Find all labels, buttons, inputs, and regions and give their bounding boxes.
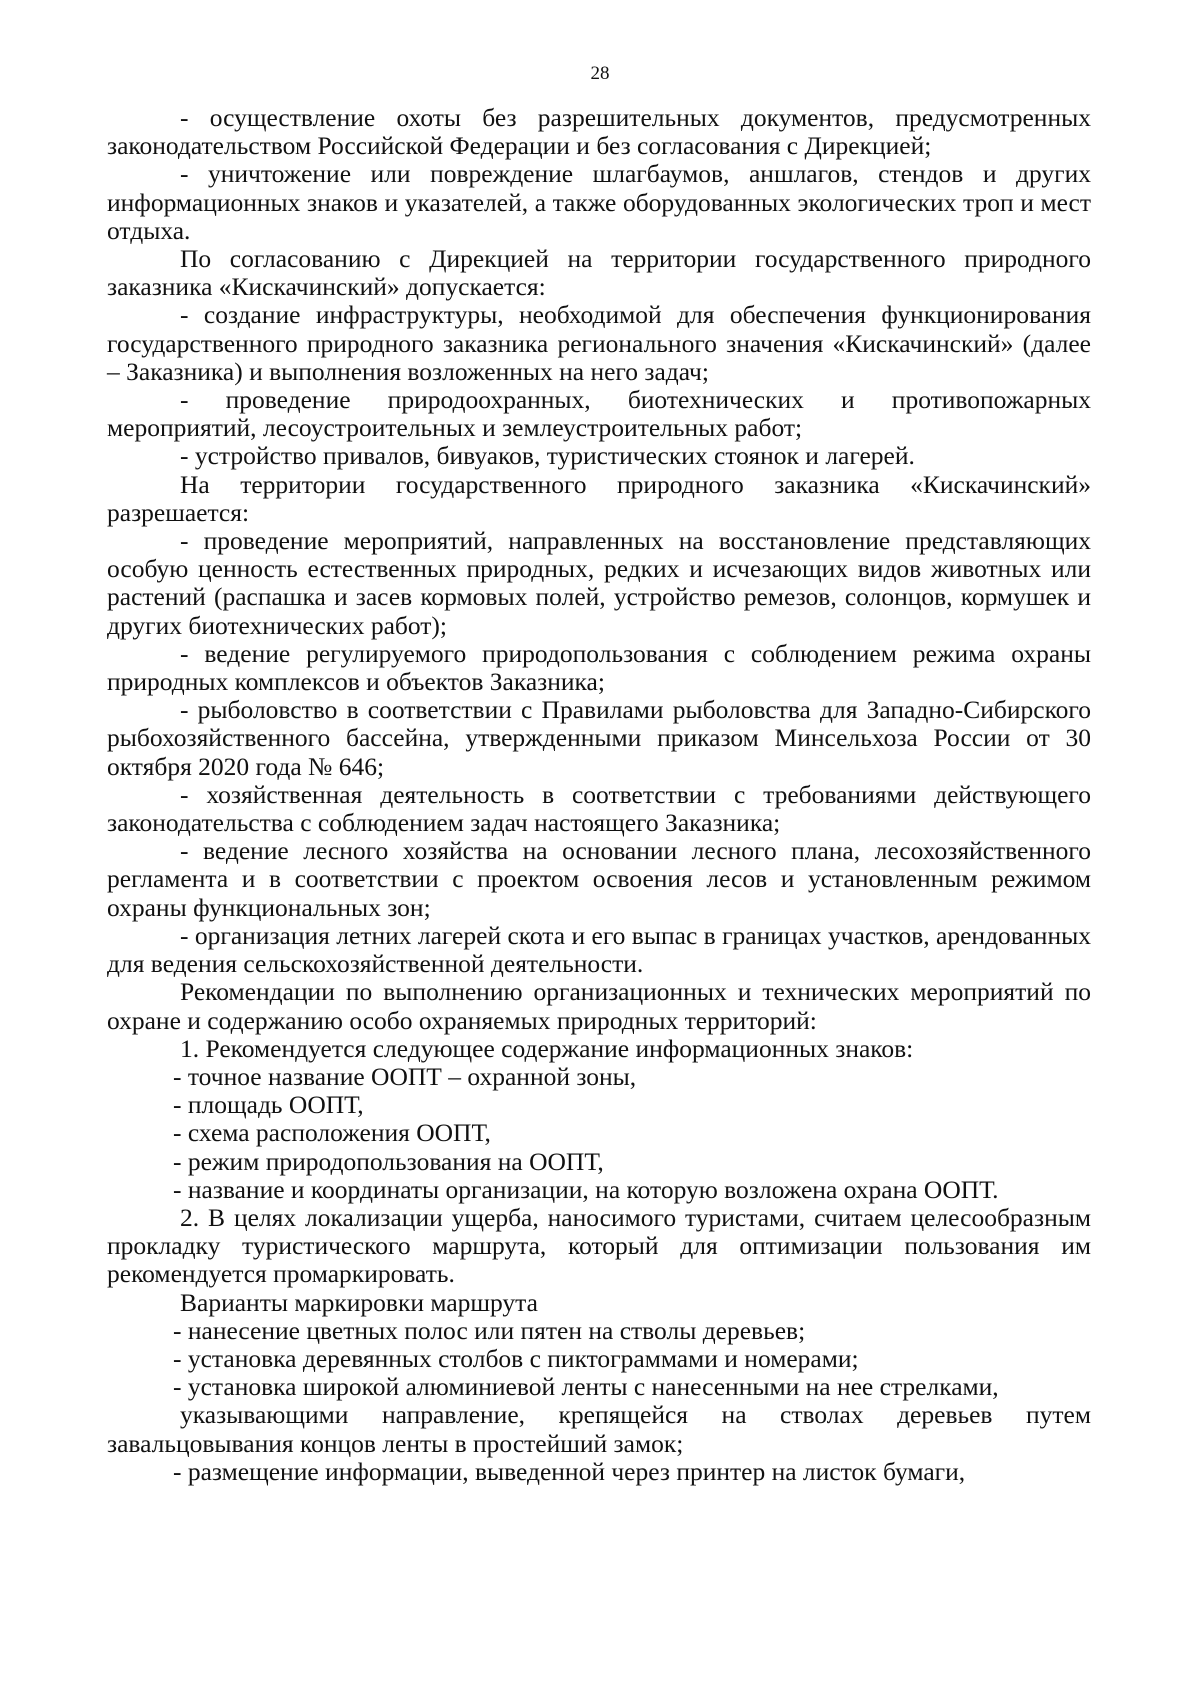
paragraph: - рыболовство в соответствии с Правилами рыболовства для Западно-Сибирского рыбохозяйственного бассейна, утвержденными приказом Минсельхоза России от 30 октября 2020 года № 646; xyxy=(107,695,1091,781)
paragraph: - установка широкой алюминиевой ленты с нанесенными на нее стрелками, xyxy=(173,1372,999,1402)
paragraph: - название и координаты организации, на которую возложена охрана ООПТ. xyxy=(173,1174,999,1204)
paragraph: - размещение информации, выведенной через принтер на листок бумаги, xyxy=(173,1456,966,1486)
paragraph: - создание инфраструктуры, необходимой для обеспечения функционирования государственного природного заказника регионального значения «Кискачинский» (далее – Заказника) и выполнения возложенных на него задач; xyxy=(107,300,1091,386)
paragraph: - организация летних лагерей скота и его выпас в границах участков, арендованных для ведения сельскохозяйственной деятельности. xyxy=(107,920,1091,979)
page-number: 28 xyxy=(590,63,610,84)
paragraph: - ведение регулируемого природопользования с соблюдением режима охраны природных комплексов и объектов Заказника; xyxy=(107,638,1091,697)
document-body xyxy=(107,104,1091,1486)
paragraph: - схема расположения ООПТ, xyxy=(173,1118,491,1148)
paragraph: - установка деревянных столбов с пиктограммами и номерами; xyxy=(173,1343,859,1373)
paragraph: - хозяйственная деятельность в соответствии с требованиями действующего законодательства с соблюдением задач настоящего Заказника; xyxy=(107,779,1091,838)
paragraph: Рекомендации по выполнению организационных и технических мероприятий по охране и содержанию особо охраняемых природных территорий: xyxy=(107,977,1091,1035)
paragraph: - точное название ООПТ – охранной зоны, xyxy=(173,1061,637,1091)
paragraph: - площадь ООПТ, xyxy=(173,1090,364,1120)
paragraph: - проведение природоохранных, биотехнических и противопожарных мероприятий, лесоустроительных и землеустроительных работ; xyxy=(107,385,1091,443)
paragraph: По согласованию с Дирекцией на территории государственного природного заказника «Кискачинский» допускается: xyxy=(107,244,1091,302)
paragraph: - ведение лесного хозяйства на основании лесного плана, лесохозяйственного регламента и в соответствии с проектом освоения лесов и установленным режимом охраны функциональных зон; xyxy=(107,836,1091,922)
paragraph: указывающими направление, крепящейся на стволах деревьев путем завальцовывания концов ленты в простейший замок; xyxy=(107,1400,1091,1458)
paragraph: Варианты маркировки маршрута xyxy=(180,1287,538,1317)
paragraph: - проведение мероприятий, направленных на восстановление представляющих особую ценность естественных природных, редких и исчезающих видов животных или растений (распашка и засев кормовых полей, устройство ремезов, солонцов, кормушек и других биотехнических работ); xyxy=(107,526,1091,640)
paragraph: - осуществление охоты без разрешительных документов, предусмотренных законодательством Российской Федерации и без согласования с Дирекцией; xyxy=(107,103,1091,161)
paragraph: - уничтожение или повреждение шлагбаумов, аншлагов, стендов и других информационных знаков и указателей, а также оборудованных экологических троп и мест отдыха. xyxy=(107,159,1091,245)
paragraph: 1. Рекомендуется следующее содержание информационных знаков: xyxy=(180,1033,914,1063)
paragraph: 2. В целях локализации ущерба, наносимого туристами, считаем целесообразным прокладку туристического маршрута, который для оптимизации пользования им рекомендуется промаркировать. xyxy=(107,1202,1091,1289)
paragraph: На территории государственного природного заказника «Кискачинский» разрешается: xyxy=(107,469,1091,527)
paragraph: - нанесение цветных полос или пятен на стволы деревьев; xyxy=(173,1315,806,1345)
paragraph: - режим природопользования на ООПТ, xyxy=(173,1146,604,1176)
paragraph: - устройство привалов, бивуаков, туристических стоянок и лагерей. xyxy=(180,441,915,471)
